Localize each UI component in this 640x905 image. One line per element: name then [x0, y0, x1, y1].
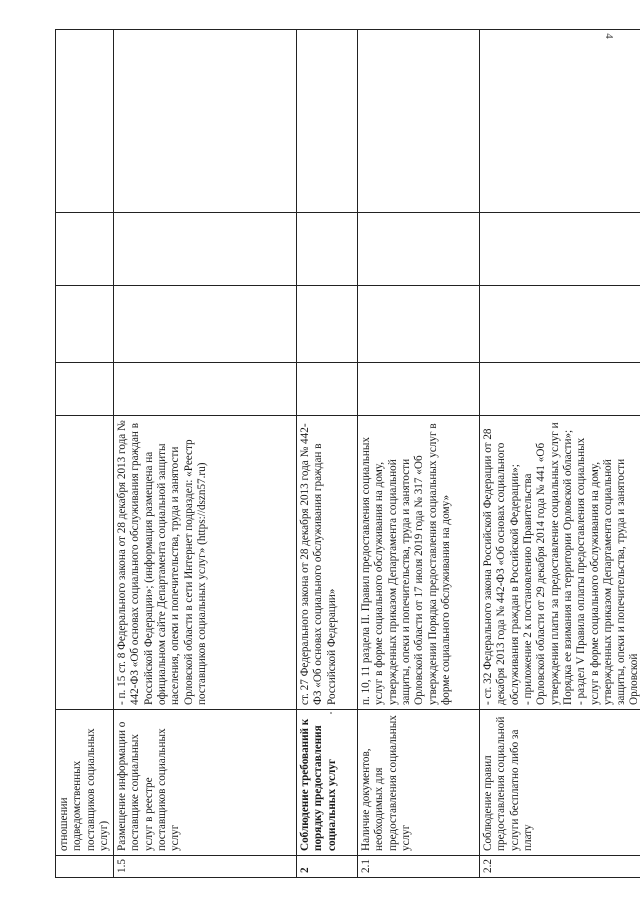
legal-basis-item: - ст. 32 Федерального закона Российской Федерации от 28 декабря 2013 года № 442-ФЗ «Об основах социального обслуживания граждан в Российской Федерации»; [482, 428, 521, 705]
table-row [297, 30, 358, 878]
empty-cell [358, 286, 480, 363]
legal-basis-item: - раздел V Правила оплаты предоставления социальных услуг в форме социального обслуживания на дому, утвержденных приказом Департамента социальной защиты, опеки и попечительства, труда и занятости Орловской [575, 437, 640, 705]
requirement-name: Размещение информации о поставщике социальных услуг в реестре поставщиков социальных услуг [114, 710, 297, 856]
table-row [480, 30, 640, 878]
requirement-name: Наличие документов, необходимых для предоставления социальных услуг [358, 710, 480, 856]
row-number: 2.2 [480, 856, 640, 878]
empty-cell [114, 363, 297, 416]
legal-basis [480, 416, 640, 710]
requirement-name: Соблюдение правил предоставления социальной услуги бесплатно либо за плату [480, 710, 640, 856]
table-row [56, 30, 114, 878]
empty-cell [114, 286, 297, 363]
empty-cell [56, 363, 114, 416]
table-row [358, 30, 480, 878]
legal-basis-item: - приложение 2 к постановлению Правительства Орловской области от 29 декабря 2014 года № 441 «Об утверждении платы за предоставление социальных услуг и Порядка ее взимания на территории Орловской области»; [522, 422, 574, 705]
requirement-name: отношении подведомственных поставщиков социальных услуг) [56, 710, 114, 856]
page-number: 4 [602, 33, 615, 39]
table-row [114, 30, 297, 878]
empty-cell [297, 213, 358, 286]
empty-cell [56, 213, 114, 286]
legal-basis [114, 416, 297, 710]
row-number: 2 [297, 856, 358, 878]
legal-basis [358, 416, 480, 710]
empty-cell [480, 363, 640, 416]
empty-cell [297, 286, 358, 363]
row-number [56, 856, 114, 878]
empty-cell [480, 286, 640, 363]
row-number: 2.1 [358, 856, 480, 878]
row-number: 1.5 [114, 856, 297, 878]
empty-cell [358, 213, 480, 286]
requirements-table [55, 29, 640, 878]
empty-cell [358, 30, 480, 213]
legal-basis [297, 416, 358, 710]
empty-cell [114, 213, 297, 286]
rotated-table-wrapper [55, 30, 640, 878]
requirement-name: Соблюдение требований к порядку предоставления социальных услуг [297, 710, 358, 856]
legal-basis [56, 416, 114, 710]
legal-basis-item: - п. 15 ст. 8 Федерального закона от 28 декабря 2013 года № 442-ФЗ «Об основах социального обслуживания граждан в Российской Федерации»; (информация размещена на официальном сайте Департамента социальной защиты населения, опеки и попечительства, труда и занятости Орловской области в сети Интернет подраздел: «Реестр поставщиков социальных услуг» (https://dszn57.ru) [116, 420, 208, 705]
empty-cell [297, 363, 358, 416]
empty-cell [480, 30, 640, 213]
empty-cell [56, 30, 114, 213]
empty-cell [114, 30, 297, 213]
empty-cell [358, 363, 480, 416]
empty-cell [297, 30, 358, 213]
empty-cell [56, 286, 114, 363]
empty-cell [480, 213, 640, 286]
legal-basis-item: п. 10, 11 раздела II. Правил предоставления социальных услуг в форме социального обслуживания на дому, утвержденных приказом Департамента социальной защиты, опеки и попечительства, труда и занятости Орловской области от 17 июля 2019 года № 317 «Об утверждении Порядка предоставления социальных услуг в форме социального обслуживания на дому» [360, 423, 452, 705]
legal-basis-item: ст. 27 Федерального закона от 28 декабря 2013 года № 442-ФЗ «Об основах социального обслуживания граждан в Российской Федерации» [299, 423, 338, 705]
